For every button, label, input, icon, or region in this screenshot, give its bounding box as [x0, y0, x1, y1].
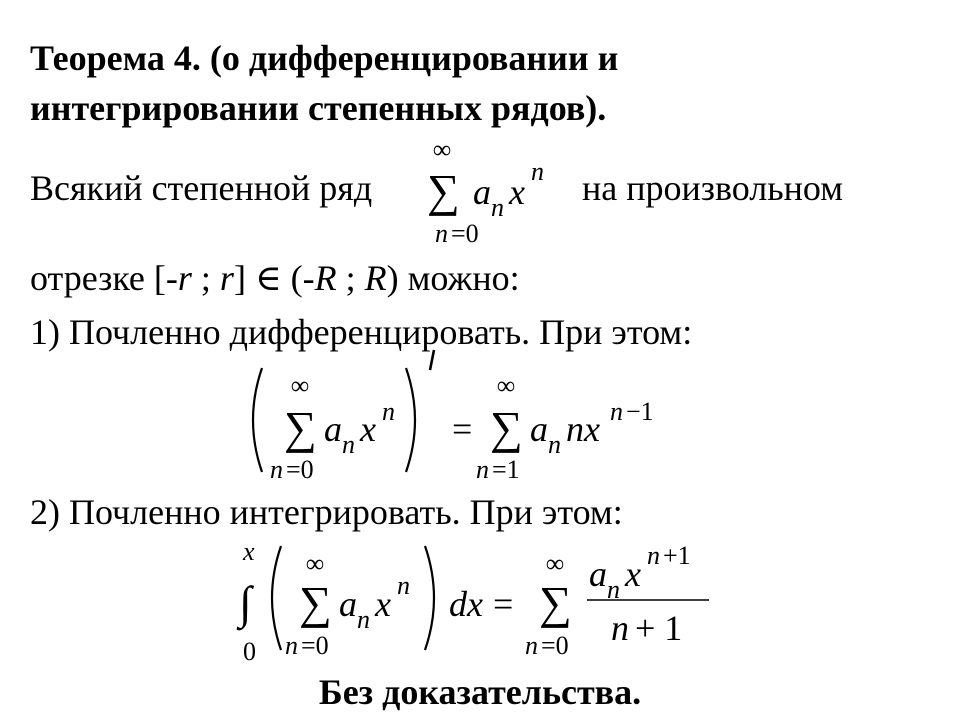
svg-text:∞: ∞ — [545, 549, 565, 578]
svg-text:−1: −1 — [626, 397, 654, 426]
radius-R: R — [314, 258, 337, 298]
svg-text:n: n — [548, 430, 561, 459]
svg-text:n: n — [610, 397, 623, 426]
svg-text:n: n — [531, 157, 544, 186]
svg-text:a: a — [473, 172, 491, 212]
svg-text:x: x — [243, 537, 255, 566]
svg-text:∑: ∑ — [490, 402, 523, 453]
svg-text:=: = — [493, 584, 514, 624]
svg-text:a: a — [324, 409, 342, 449]
differentiation-formula — [240, 348, 680, 488]
svg-text:∑: ∑ — [299, 577, 332, 628]
svg-text:x: x — [375, 584, 391, 624]
svg-text:=1: =1 — [492, 455, 520, 484]
svg-text:∞: ∞ — [290, 371, 310, 400]
radius-r-upper: r — [219, 258, 234, 298]
power-series-formula — [425, 136, 585, 251]
svg-text:n: n — [611, 608, 629, 648]
svg-text:=0: =0 — [301, 631, 329, 660]
svg-text:∞: ∞ — [305, 549, 325, 578]
svg-text:∫: ∫ — [239, 577, 252, 628]
svg-text:+1: +1 — [663, 541, 691, 570]
interval-line — [30, 258, 520, 298]
svg-text:n: n — [607, 575, 620, 604]
svg-text:dx: dx — [449, 584, 483, 624]
interval-prefix: отрезке [- — [30, 258, 178, 298]
interval-suffix: ) можно: — [386, 258, 520, 298]
svg-text:n: n — [382, 397, 395, 426]
radius-R-upper: R — [364, 258, 387, 298]
svg-text:n: n — [435, 219, 448, 248]
svg-text:n: n — [285, 631, 298, 660]
sum-symbol: ∑ — [427, 165, 460, 216]
svg-text:+ 1: + 1 — [635, 608, 683, 648]
svg-text:=0: =0 — [451, 219, 479, 248]
svg-text:x: x — [625, 554, 641, 594]
svg-text:∑: ∑ — [539, 577, 572, 628]
svg-text:n: n — [476, 455, 489, 484]
svg-text:n: n — [491, 193, 504, 222]
theorem-title-line-2: интегрировании степенных рядов). — [30, 88, 607, 128]
without-proof-note: Без доказательства. — [318, 672, 642, 712]
statement-line — [30, 168, 372, 208]
svg-text:n: n — [647, 541, 660, 570]
svg-text:0: 0 — [243, 637, 256, 666]
item-differentiate: 1) Почленно дифференцировать. При этом: — [30, 312, 693, 352]
statement-suffix: на произвольном — [582, 168, 844, 208]
theorem-title-line-1: Теорема 4. (о дифференцировании и — [30, 38, 619, 78]
svg-text:a: a — [339, 584, 357, 624]
svg-text:a: a — [589, 554, 607, 594]
svg-text:n: n — [342, 430, 355, 459]
svg-text:x: x — [360, 409, 376, 449]
svg-text:x: x — [509, 172, 525, 212]
svg-text:n: n — [397, 571, 410, 600]
bracket-close: ] — [233, 258, 255, 298]
svg-text:=0: =0 — [286, 455, 314, 484]
svg-text:nx: nx — [566, 409, 600, 449]
svg-text:∞: ∞ — [496, 371, 516, 400]
integration-formula — [235, 536, 725, 666]
svg-text:n: n — [357, 605, 370, 634]
svg-text:∑: ∑ — [284, 402, 317, 453]
radius-r: r — [177, 258, 192, 298]
svg-text:a: a — [530, 409, 548, 449]
svg-text:n: n — [525, 631, 538, 660]
svg-text:n: n — [270, 455, 283, 484]
semicolon-2: ; — [336, 258, 365, 298]
infinity-symbol: ∞ — [432, 135, 452, 164]
semicolon: ; — [191, 258, 220, 298]
item-integrate: 2) Почленно интегрировать. При этом: — [30, 492, 623, 532]
svg-text:=0: =0 — [541, 631, 569, 660]
statement-prefix: Всякий степенной ряд — [30, 168, 373, 208]
element-of-symbol: ∈ — [254, 258, 282, 298]
svg-text:=: = — [452, 409, 473, 449]
paren-open: (- — [281, 258, 315, 298]
